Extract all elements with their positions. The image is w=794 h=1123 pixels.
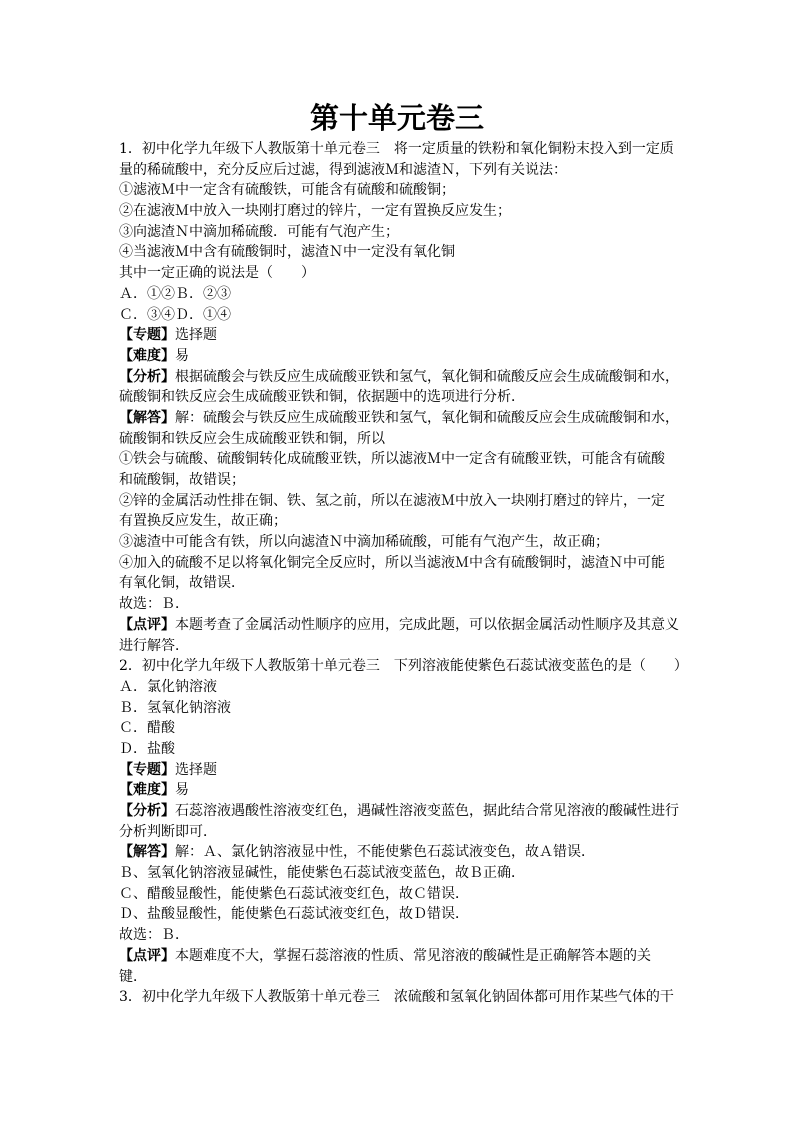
answer-line: 有氧化铜，故错误． bbox=[119, 575, 245, 592]
question-text-line: 量的稀硫酸中，充分反应后过滤，得到滤液Ｍ和滤渣Ｎ，下列有关说法： bbox=[119, 161, 567, 178]
analysis-row bbox=[119, 367, 689, 388]
topic-label: 【专题】 bbox=[119, 761, 175, 778]
question-2 bbox=[119, 656, 689, 987]
comment-row bbox=[119, 615, 689, 636]
answer-row bbox=[119, 842, 689, 863]
question-3 bbox=[119, 987, 689, 1008]
topic-value: 选择题 bbox=[175, 327, 217, 344]
answer-choice: 故选：Ｂ． bbox=[119, 596, 189, 613]
comment-text-cont: 键． bbox=[119, 968, 147, 985]
comment-text: 本题难度不大，掌握石蕊溶液的性质、常见溶液的酸碱性是正确解答本题的关 bbox=[175, 947, 651, 964]
answer-row bbox=[119, 408, 689, 429]
question-text-line: 2．初中化学九年级下人教版第十单元卷三 下列溶液能使紫色石蕊试液变蓝色的是（ ） bbox=[119, 658, 688, 675]
difficulty-row bbox=[119, 346, 689, 367]
answer-line: ④加入的硫酸不足以将氧化铜完全反应时，所以当滤液Ｍ中含有硫酸铜时，滤渣Ｎ中可能 bbox=[119, 554, 665, 571]
answer-line: ②锌的金属活动性排在铜、铁、氢之前，所以在滤液Ｍ中放入一块刚打磨过的锌片，一定 bbox=[119, 492, 665, 509]
answer-line: 硫酸铜和铁反应会生成硫酸亚铁和铜，所以 bbox=[119, 430, 385, 447]
analysis-text: 根据硫酸会与铁反应生成硫酸亚铁和氢气，氧化铜和硫酸反应会生成硫酸铜和水， bbox=[175, 368, 679, 385]
comment-text-cont: 进行解答． bbox=[119, 637, 189, 654]
answer-label: 【解答】 bbox=[119, 844, 175, 861]
difficulty-label: 【难度】 bbox=[119, 347, 175, 364]
statement-1: ①滤液Ｍ中一定含有硫酸铁，可能含有硫酸和硫酸铜； bbox=[119, 182, 455, 199]
option-d: Ｄ．盐酸 bbox=[119, 740, 175, 757]
question-text-line: 3．初中化学九年级下人教版第十单元卷三 浓硫酸和氢氧化钠固体都可用作某些气体的干 bbox=[119, 989, 674, 1006]
difficulty-row bbox=[119, 780, 689, 801]
analysis-label: 【分析】 bbox=[119, 803, 175, 819]
statement-2: ②在滤液Ｍ中放入一块刚打磨过的锌片，一定有置换反应发生； bbox=[119, 203, 511, 220]
options-ab: Ａ．①②Ｂ．②③ bbox=[119, 285, 231, 302]
option-b: Ｂ．氢氧化钠溶液 bbox=[119, 699, 231, 716]
difficulty-value: 易 bbox=[175, 782, 189, 799]
statement-4: ④当滤液Ｍ中含有硫酸铜时，滤渣Ｎ中一定没有氧化铜 bbox=[119, 244, 455, 261]
topic-value: 选择题 bbox=[175, 761, 217, 778]
topic-row bbox=[119, 325, 689, 346]
difficulty-value: 易 bbox=[175, 347, 189, 364]
answer-line: Ｄ、盐酸显酸性，能使紫色石蕊试液变红色，故Ｄ错误． bbox=[119, 906, 469, 923]
statement-3: ③向滤渣Ｎ中滴加稀硫酸．可能有气泡产生； bbox=[119, 223, 399, 240]
analysis-text: 石蕊溶液遇酸性溶液变红色，遇碱性溶液变蓝色，据此结合常见溶液的酸碱性进行 bbox=[175, 803, 679, 819]
analysis-row bbox=[119, 801, 689, 822]
difficulty-label: 【难度】 bbox=[119, 782, 175, 799]
answer-line: ③滤渣中可能含有铁，所以向滤渣Ｎ中滴加稀硫酸，可能有气泡产生，故正确； bbox=[119, 534, 609, 551]
comment-row bbox=[119, 946, 689, 967]
analysis-label: 【分析】 bbox=[119, 368, 175, 385]
answer-line: Ｂ、氢氧化钠溶液显碱性，能使紫色石蕊试液变蓝色，故Ｂ正确． bbox=[119, 865, 525, 882]
question-1 bbox=[119, 139, 689, 656]
analysis-text-cont: 分析判断即可． bbox=[119, 823, 217, 840]
document-body bbox=[119, 139, 689, 1008]
option-a: Ａ．氯化钠溶液 bbox=[119, 678, 217, 695]
comment-label: 【点评】 bbox=[119, 947, 175, 964]
analysis-text-cont: 硫酸铜和铁反应会生成硫酸亚铁和铜，依据题中的选项进行分析． bbox=[119, 389, 525, 406]
answer-line: Ｃ、醋酸显酸性，能使紫色石蕊试液变红色，故Ｃ错误． bbox=[119, 885, 469, 902]
answer-label: 【解答】 bbox=[119, 409, 175, 426]
option-c: Ｃ．醋酸 bbox=[119, 720, 175, 737]
answer-text: 解：Ａ、氯化钠溶液显中性，不能使紫色石蕊试液变色，故Ａ错误． bbox=[175, 844, 595, 861]
answer-line: 和硫酸铜，故错误； bbox=[119, 472, 245, 488]
question-text-line: 1．初中化学九年级下人教版第十单元卷三 将一定质量的铁粉和氧化铜粉末投入到一定质 bbox=[119, 141, 674, 157]
comment-text: 本题考查了金属活动性顺序的应用，完成此题，可以依据金属活动性顺序及其意义 bbox=[175, 616, 679, 633]
topic-row bbox=[119, 760, 689, 781]
options-cd: Ｃ．③④Ｄ．①④ bbox=[119, 306, 231, 323]
topic-label: 【专题】 bbox=[119, 327, 175, 344]
answer-text: 解：硫酸会与铁反应生成硫酸亚铁和氢气，氧化铜和硫酸反应会生成硫酸铜和水， bbox=[175, 409, 679, 426]
answer-line: ①铁会与硫酸、硫酸铜转化成硫酸亚铁，所以滤液Ｍ中一定含有硫酸亚铁，可能含有硫酸 bbox=[119, 451, 665, 468]
page-title: 第十单元卷三 bbox=[309, 101, 484, 135]
comment-label: 【点评】 bbox=[119, 616, 175, 633]
answer-choice: 故选：Ｂ． bbox=[119, 927, 189, 944]
question-prompt: 其中一定正确的说法是（ ） bbox=[119, 265, 315, 282]
answer-line: 有置换反应发生，故正确； bbox=[119, 513, 287, 530]
